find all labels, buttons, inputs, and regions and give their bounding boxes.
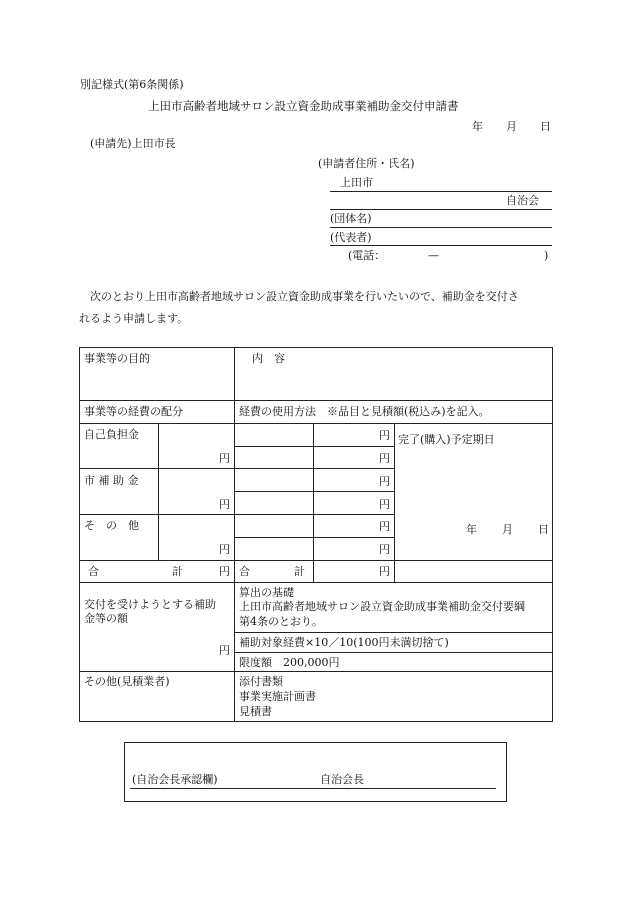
item-yen-5: 円 xyxy=(379,520,390,533)
intro-line-1: 次のとおり上田市高齢者地域サロン設立資金助成事業を行いたいので、補助金を交付さ xyxy=(90,290,519,303)
address-underline-1 xyxy=(330,191,552,192)
attachment-estimate: 見積書 xyxy=(239,705,272,718)
row-line-city xyxy=(79,514,394,515)
grant-line-2 xyxy=(234,652,553,653)
item-total-label-a: 合 xyxy=(239,565,250,578)
row-line-total xyxy=(79,582,553,583)
allocation-label: 事業等の経費の配分 xyxy=(84,405,183,418)
purpose-label: 事業等の目的 xyxy=(84,352,150,365)
representative-label: (代表者) xyxy=(330,231,372,244)
representative-underline xyxy=(330,245,552,246)
grant-yen: 円 xyxy=(219,644,230,657)
item-yen-1: 円 xyxy=(379,429,390,442)
completion-label: 完了(購入)予定期日 xyxy=(398,433,495,446)
addressee: (申請先)上田市長 xyxy=(90,137,176,150)
item-line-2 xyxy=(234,491,394,492)
other-source-label: そ の 他 xyxy=(84,519,139,532)
approval-chair: 自治会長 xyxy=(320,773,364,786)
limit-amount: 限度額 200,000円 xyxy=(239,656,340,669)
row-line-grant xyxy=(79,671,553,672)
item-yen-2: 円 xyxy=(379,452,390,465)
col-line-main xyxy=(234,347,235,722)
city-subsidy-label: 市 補 助 金 xyxy=(84,474,139,487)
col-line-amount xyxy=(158,423,159,560)
group-name-label: (団体名) xyxy=(330,212,372,225)
row-line-allocation xyxy=(79,423,553,424)
attachments-title: 添付書類 xyxy=(239,675,283,688)
form-reference: 別記様式(第6条関係) xyxy=(80,78,184,91)
col-line-item-amount xyxy=(313,423,314,582)
approval-box xyxy=(124,742,507,802)
completion-day: 日 xyxy=(538,523,549,536)
date-day-label: 日 xyxy=(540,120,551,133)
item-total-label-b: 計 xyxy=(294,565,305,578)
grant-label-line-1: 交付を受けようとする補助 xyxy=(84,598,216,611)
attachment-plan: 事業実施計画書 xyxy=(239,690,316,703)
calc-rule: 補助対象経費×10／10(100円未満切捨て) xyxy=(239,636,449,649)
total-yen: 円 xyxy=(219,565,230,578)
self-burden-label: 自己負担金 xyxy=(84,428,139,441)
basis-title: 算出の基礎 xyxy=(239,586,294,599)
self-burden-yen: 円 xyxy=(219,452,230,465)
address-underline-2 xyxy=(330,209,552,210)
phone-dash: — xyxy=(428,249,439,262)
intro-line-2: れるよう申請します。 xyxy=(79,312,189,325)
date-year-label: 年 xyxy=(472,120,483,133)
item-yen-6: 円 xyxy=(379,543,390,556)
date-month-label: 月 xyxy=(506,120,517,133)
row-line-other xyxy=(79,560,553,561)
other-source-yen: 円 xyxy=(219,543,230,556)
content-label: 内 容 xyxy=(252,352,285,365)
total-label-b: 計 xyxy=(172,565,183,578)
approval-underline xyxy=(130,788,496,789)
item-line-1 xyxy=(234,446,394,447)
total-label-a: 合 xyxy=(88,565,99,578)
city-subsidy-yen: 円 xyxy=(219,498,230,511)
applicant-association: 自治会 xyxy=(506,194,539,207)
col-line-completion xyxy=(394,423,395,582)
item-line-3 xyxy=(234,537,394,538)
approval-label: (自治会長承認欄) xyxy=(132,773,218,786)
completion-month: 月 xyxy=(502,523,513,536)
form-title: 上田市高齢者地域サロン設立資金助成事業補助金交付申請書 xyxy=(148,99,459,113)
usage-label: 経費の使用方法 ※品目と見積額(税込み)を記入。 xyxy=(239,405,490,418)
item-yen-3: 円 xyxy=(379,475,390,488)
basis-line-1: 上田市高齢者地域サロン設立資金助成事業補助金交付要綱 xyxy=(239,600,525,613)
grant-label-line-2: 金等の額 xyxy=(84,612,128,625)
row-line-purpose xyxy=(79,400,553,401)
group-underline xyxy=(330,227,552,228)
other-vendor-label: その他(見積業者) xyxy=(84,675,170,688)
applicant-heading: (申請者住所・氏名) xyxy=(318,157,415,170)
phone-close: ) xyxy=(544,249,549,262)
basis-line-2: 第4条のとおり。 xyxy=(239,615,323,628)
row-line-self xyxy=(79,468,394,469)
grant-line-1 xyxy=(234,632,553,633)
item-total-yen: 円 xyxy=(379,565,390,578)
completion-year: 年 xyxy=(466,523,477,536)
item-yen-4: 円 xyxy=(379,498,390,511)
phone-label: (電話： xyxy=(348,249,386,262)
applicant-city: 上田市 xyxy=(340,176,373,189)
